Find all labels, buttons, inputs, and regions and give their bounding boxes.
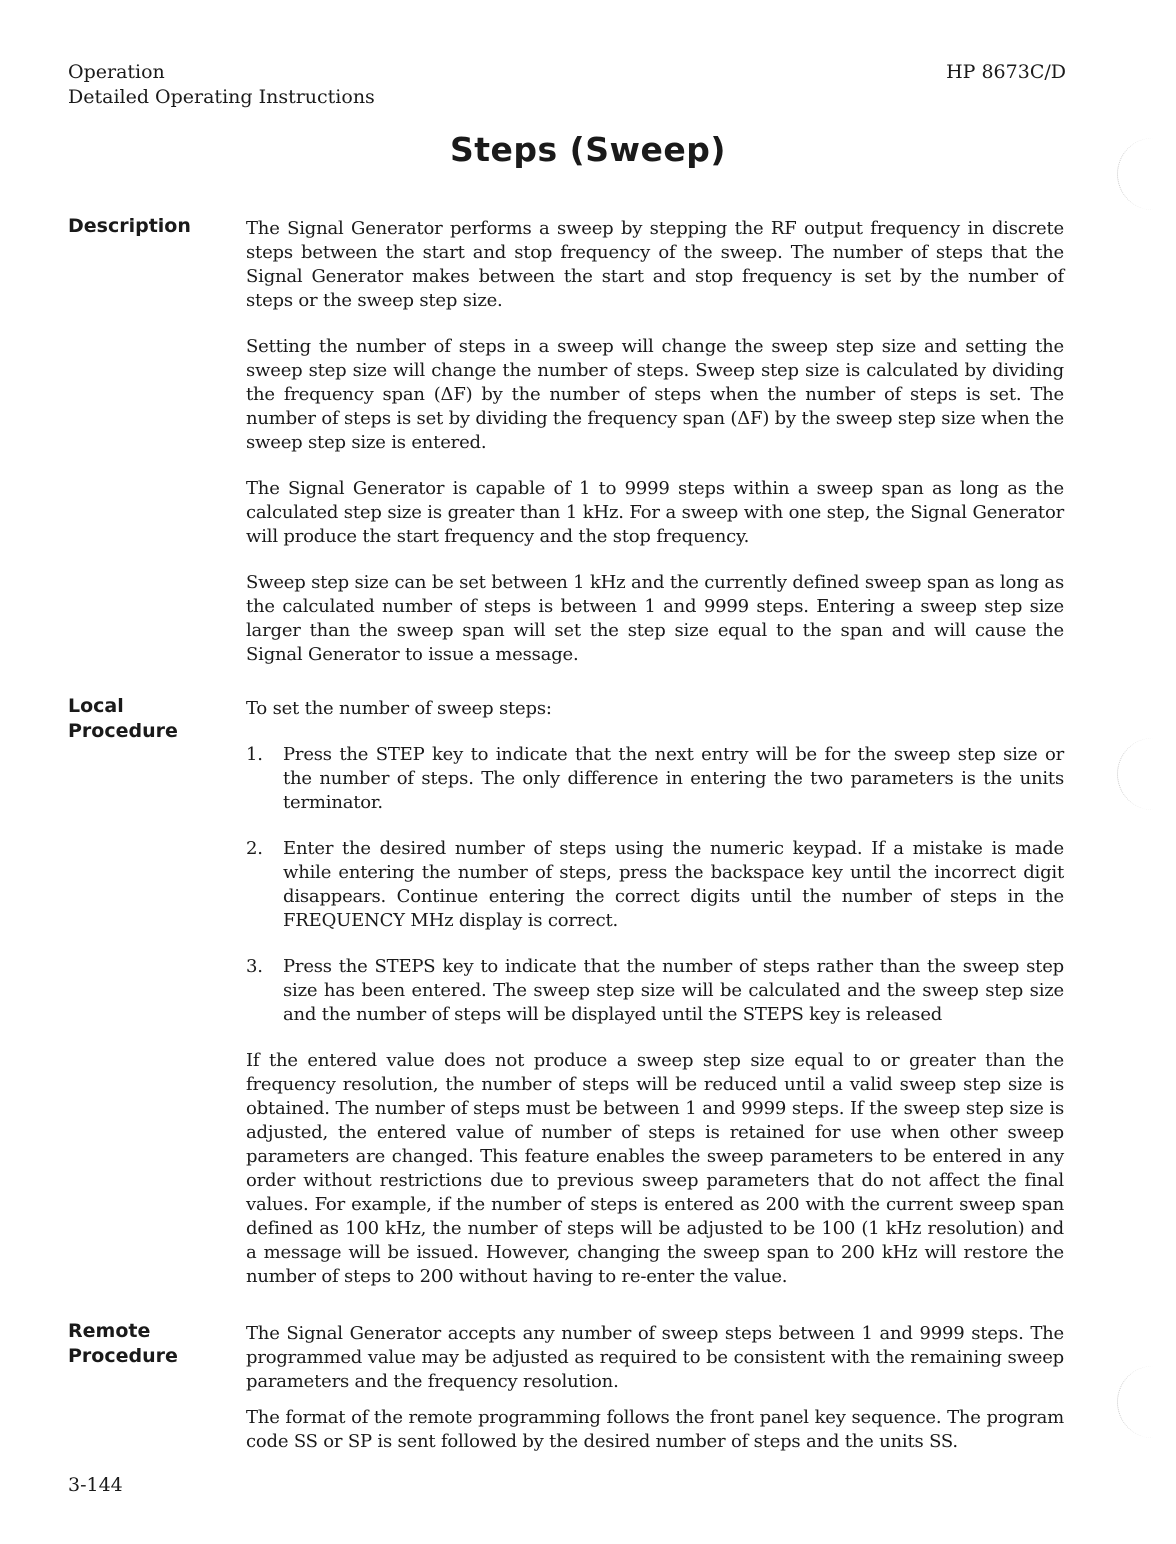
paragraph: To set the number of sweep steps: bbox=[246, 698, 552, 719]
remote-procedure-body bbox=[246, 1322, 1064, 1476]
list-item bbox=[246, 837, 1064, 933]
paragraph: Sweep step size can be set between 1 kHz and the currently defined sweep span as long as the calculated number of steps is between 1 and 9999 steps. Entering a sweep step size larger than the sweep span will set the step size equal to the span and will cause the Signal Generator to issue a message. bbox=[246, 572, 1064, 665]
list-item bbox=[246, 955, 1064, 1027]
page-title: Steps (Sweep) bbox=[450, 130, 726, 169]
punch-hole-mark bbox=[1117, 738, 1154, 810]
header-subsection: Detailed Operating Instructions bbox=[68, 86, 375, 108]
paragraph: Setting the number of steps in a sweep will change the sweep step size and setting the sweep step size will change the number of steps. Sweep step size is calculated by dividing the frequency span (ΔF) by the number of steps when the number of steps is set. The number of steps is set by dividing the frequency span (ΔF) by the sweep step size when the sweep step size is entered. bbox=[246, 336, 1064, 453]
description-body bbox=[246, 217, 1064, 689]
step-text: Press the STEPS key to indicate that the number of steps rather than the sweep step size has been entered. The sweep step size will be calculated and the sweep step size and the number of steps will be displayed until the STEPS key is released bbox=[283, 956, 1064, 1025]
step-number: 1. bbox=[246, 744, 263, 765]
step-number: 3. bbox=[246, 956, 263, 977]
label-line: Local bbox=[68, 695, 124, 717]
local-procedure-body bbox=[246, 697, 1064, 1311]
label-line: Remote bbox=[68, 1320, 151, 1342]
paragraph: The format of the remote programming follows the front panel key sequence. The program code SS or SP is sent followed by the desired number of steps and the units SS. bbox=[246, 1407, 1064, 1452]
header-model: HP 8673C/D bbox=[946, 61, 1066, 83]
step-text: Press the STEP key to indicate that the next entry will be for the sweep step size or the number of steps. The only difference in entering the two parameters is the units terminator. bbox=[283, 744, 1064, 813]
running-header-left bbox=[68, 60, 375, 110]
paragraph: If the entered value does not produce a sweep step size equal to or greater than the frequency resolution, the number of steps will be reduced until a valid sweep step size is obtained. The number of steps must be between 1 and 9999 steps. If the sweep step size is adjusted, the entered value of number of steps is retained for use when other sweep parameters are changed. This feature enables the sweep parameters to be entered in any order without restrictions due to previous sweep parameters that do not affect the final values. For example, if the number of steps is entered as 200 with the current sweep span defined as 100 kHz, the number of steps will be adjusted to be 100 (1 kHz resolution) and a message will be issued. However, changing the sweep span to 200 kHz will restore the number of steps to 200 without having to re-enter the value. bbox=[246, 1050, 1064, 1287]
paragraph: The Signal Generator performs a sweep by stepping the RF output frequency in discrete steps between the start and stop frequency of the sweep. The number of steps that the Signal Generator makes between the start and stop frequency is set by the number of steps or the sweep step size. bbox=[246, 218, 1064, 311]
paragraph: The Signal Generator is capable of 1 to 9999 steps within a sweep span as long as the calculated step size is greater than 1 kHz. For a sweep with one step, the Signal Generator will produce the start frequency and the stop frequency. bbox=[246, 478, 1064, 547]
description-label: Description bbox=[68, 215, 191, 237]
remote-procedure-label bbox=[68, 1319, 228, 1369]
header-section: Operation bbox=[68, 61, 165, 83]
step-text: Enter the desired number of steps using the numeric keypad. If a mistake is made while entering the number of steps, press the backspace key until the incorrect digit disappears. Continue entering the correct digits until the number of steps in the FREQUENCY MHz display is correct. bbox=[283, 838, 1064, 931]
step-list bbox=[246, 743, 1064, 1027]
punch-hole-mark bbox=[1117, 1366, 1154, 1438]
list-item bbox=[246, 743, 1064, 815]
step-number: 2. bbox=[246, 838, 263, 859]
page-number: 3-144 bbox=[68, 1474, 123, 1496]
local-procedure-label bbox=[68, 694, 228, 744]
label-line: Procedure bbox=[68, 1345, 178, 1367]
label-line: Procedure bbox=[68, 720, 178, 742]
paragraph: The Signal Generator accepts any number of sweep steps between 1 and 9999 steps. The programmed value may be adjusted as required to be consistent with the remaining sweep parameters and the frequency resolution. bbox=[246, 1323, 1064, 1392]
